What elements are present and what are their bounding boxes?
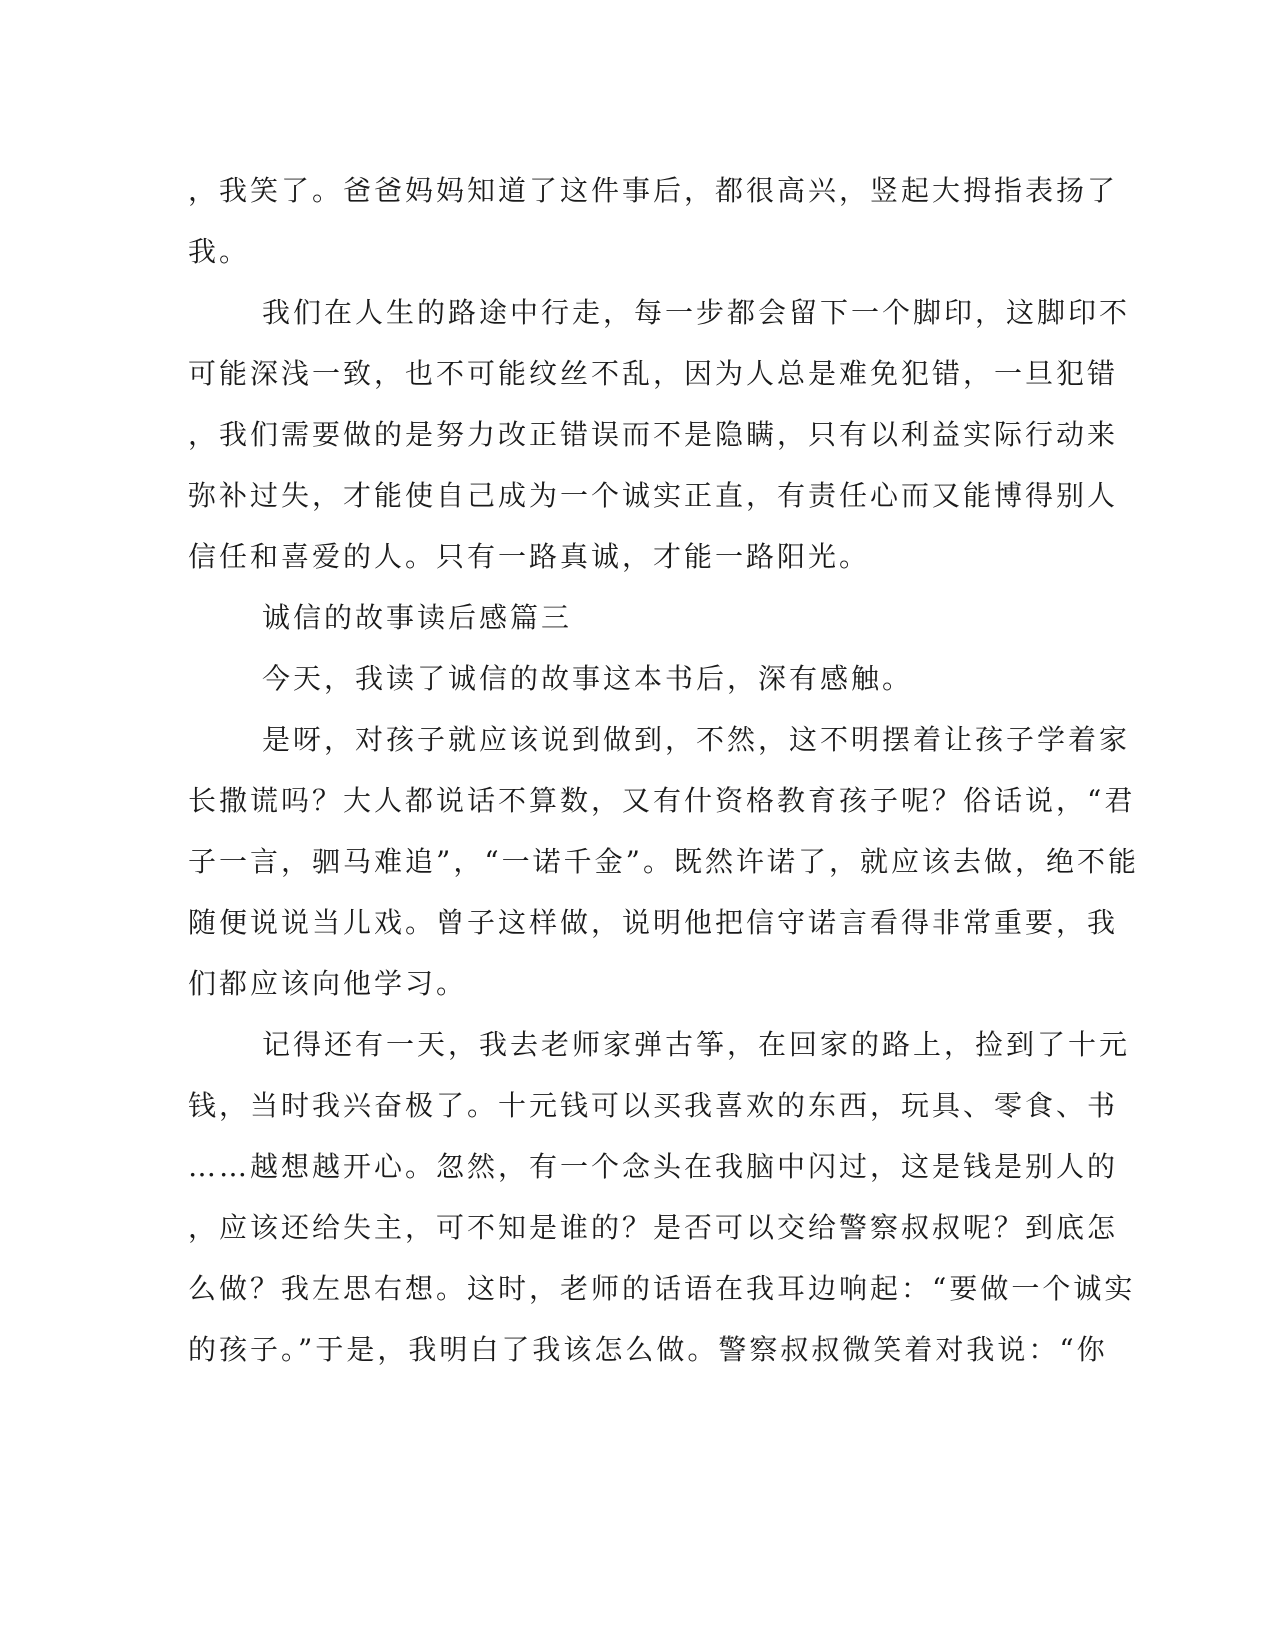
text-line-3: 我们在人生的路途中行走，每一步都会留下一个脚印，这脚印不 [262,296,1131,329]
section-heading: 诚信的故事读后感篇三 [262,601,573,634]
text-line-6: 弥补过失，才能使自己成为一个诚实正直，有责任心而又能博得别人 [188,479,1119,512]
text-line-2: 我。 [188,235,251,268]
text-line-20: 的孩子。”于是，我明白了我该怎么做。警察叔叔微笑着对我说：“你 [188,1333,1108,1366]
text-line-17: ……越想越开心。忽然，有一个念头在我脑中闪过，这是钱是别人的 [188,1150,1119,1183]
text-line-5: ，我们需要做的是努力改正错误而不是隐瞒，只有以利益实际行动来 [188,418,1119,451]
text-line-7: 信任和喜爱的人。只有一路真诚，才能一路阳光。 [188,540,871,573]
text-line-10: 是呀，对孩子就应该说到做到，不然，这不明摆着让孩子学着家 [262,723,1131,756]
text-line-11: 长撒谎吗？大人都说话不算数，又有什资格教育孩子呢？俗话说，“君 [188,784,1136,817]
text-line-15: 记得还有一天，我去老师家弹古筝，在回家的路上，捡到了十元 [262,1028,1131,1061]
text-line-18: ，应该还给失主，可不知是谁的？是否可以交给警察叔叔呢？到底怎 [188,1211,1119,1244]
text-line-9: 今天，我读了诚信的故事这本书后，深有感触。 [262,662,914,695]
text-line-14: 们都应该向他学习。 [188,967,468,1000]
document-body [188,160,1139,1380]
text-line-19: 么做？我左思右想。这时，老师的话语在我耳边响起：“要做一个诚实 [188,1272,1136,1305]
text-line-1: ，我笑了。爸爸妈妈知道了这件事后，都很高兴，竖起大拇指表扬了 [188,174,1119,207]
text-line-4: 可能深浅一致，也不可能纹丝不乱，因为人总是难免犯错，一旦犯错 [188,357,1119,390]
text-line-12: 子一言，驷马难追”，“一诺千金”。既然许诺了，就应该去做，绝不能 [188,845,1139,878]
text-line-13: 随便说说当儿戏。曾子这样做，说明他把信守诺言看得非常重要，我 [188,906,1119,939]
text-line-16: 钱，当时我兴奋极了。十元钱可以买我喜欢的东西，玩具、零食、书 [188,1089,1119,1122]
